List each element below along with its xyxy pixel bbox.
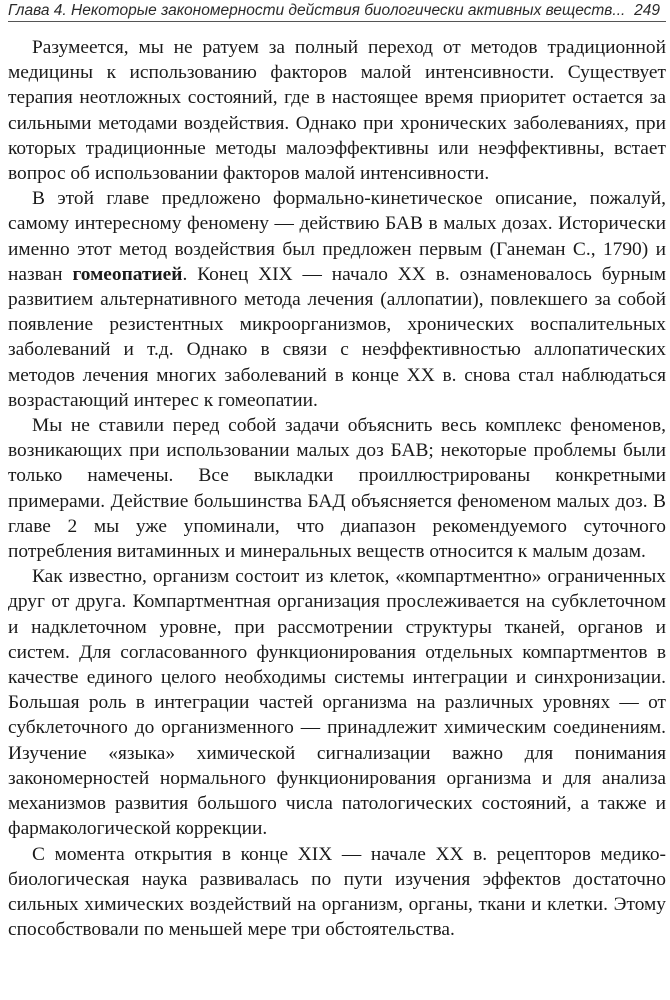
running-title: Глава 4. Некоторые закономерности действия биологически активных веществ... [8, 2, 626, 19]
paragraph-2-text-end: . Конец XIX — начало XX в. ознаменовалось бурным развитием альтернативного метода лечения (аллопатии), повлекшего за собой появление резистентных микроорганизмов, хронических воспалительных заболеваний и т.д. Однако в связи с неэффективностью аллопатических методов лечения многих заболеваний в конце XX в. снова стал наблюдаться возрастающий интерес к гомеопатии. [8, 263, 666, 411]
paragraph-2-text-start: В этой главе предложено формально-кинетическое описание, пожалуй, самому интересному феномену — действию БАВ в малых дозах. Исторически именно этот метод воздействия был предложен первым (Ганеман С., 1790) и назван [8, 188, 666, 285]
body-text [8, 35, 666, 942]
paragraph-3: Мы не ставили перед собой задачи объяснить весь комплекс феноменов, возникающих при использовании малых доз БАВ; некоторые проблемы были только намечены. Все выкладки проиллюстрированы конкретными примерами. Действие большинства БАД объясняется феноменом малых доз. В главе 2 мы уже упоминали, что диапазон рекомендуемого суточного потребления витаминных и минеральных веществ относится к малым дозам. [8, 415, 666, 563]
running-header [8, 0, 666, 22]
paragraph-1: Разумеется, мы не ратуем за полный переход от методов традиционной медицины к использованию факторов малой интенсивности. Существует терапия неотложных состояний, где в настоящее время приоритет остается за сильными методами воздействия. Однако при хронических заболеваниях, при которых традиционные методы малоэффективны или неэффективны, встает вопрос об использовании факторов малой интенсивности. [8, 37, 666, 185]
page-number: 249 [634, 2, 660, 19]
paragraph-5: С момента открытия в конце XIX — начале XX в. рецепторов медико-биологическая наука развивалась по пути изучения эффектов достаточно сильных химических воздействий на организм, органы, ткани и клетки. Этому способствовали по меньшей мере три обстоятельства. [8, 843, 666, 941]
term-homeopathy: гомеопатией [72, 263, 183, 285]
paragraph-4: Как известно, организм состоит из клеток, «компартментно» ограниченных друг от друга. Компартментная организация прослеживается на субклеточном и надклеточном уровне, при рассмотрении структуры тканей, органов и систем. Для согласованного функционирования отдельных компартментов в качестве единого целого необходимы системы интеграции и синхронизации. Большая роль в интеграции частей организма на различных уровнях — от субклеточного до организменного — принадлежит химическим соединениям. Изучение «языка» химической сигнализации важно для понимания закономерностей нормального функционирования организма и для анализа механизмов развития большого числа патологических состояний, а также и фармакологической коррекции. [8, 566, 666, 840]
paragraph-2 [8, 186, 666, 413]
